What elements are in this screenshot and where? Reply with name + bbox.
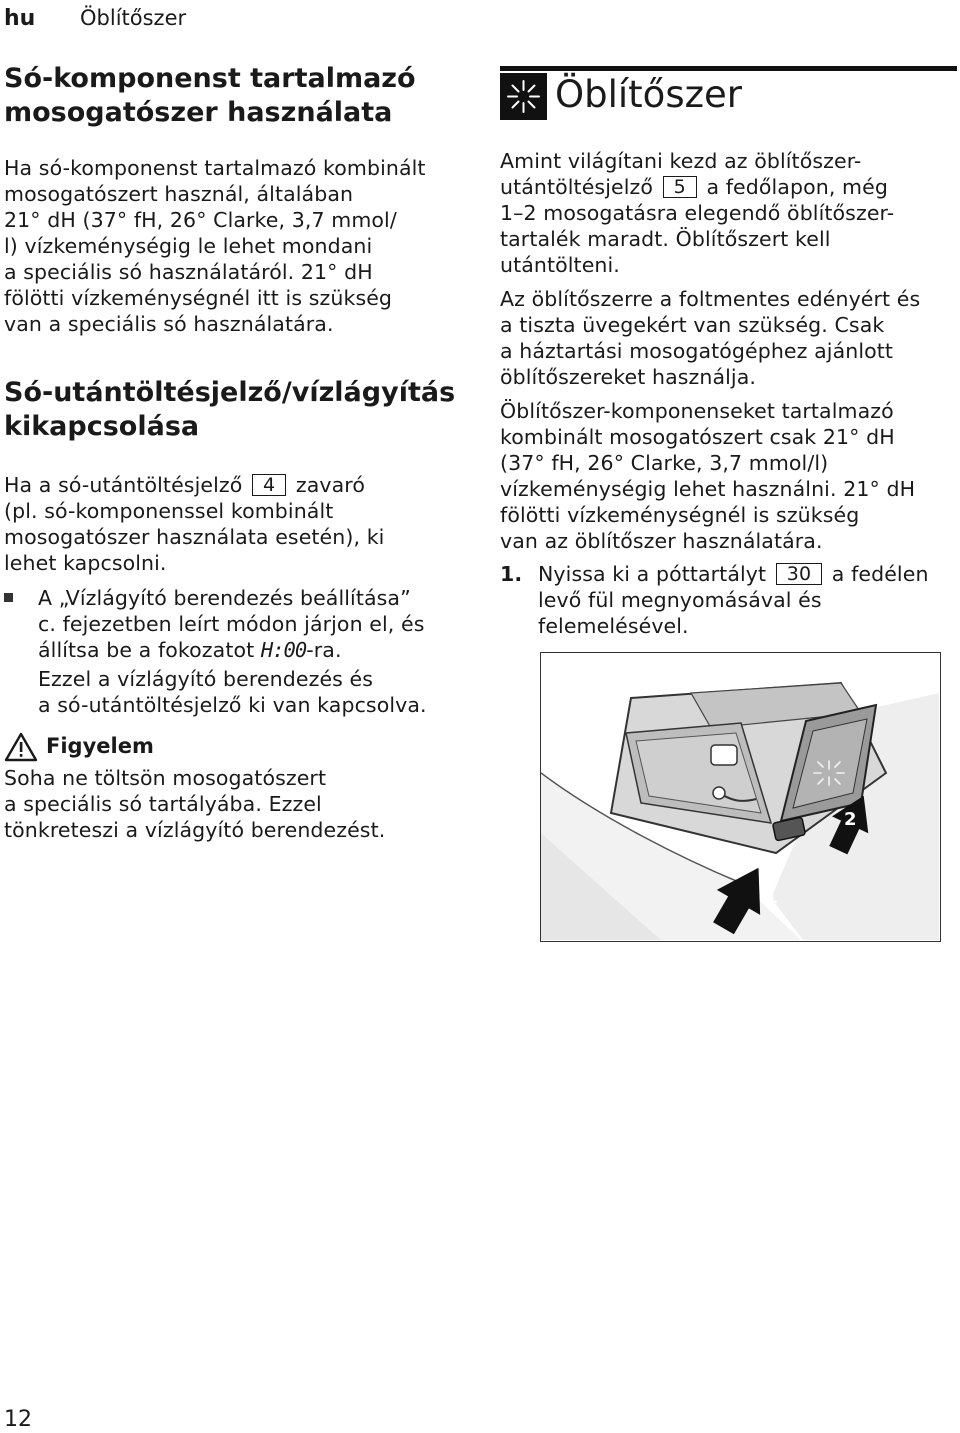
text-line: l) vízkeménységig le lehet mondani [4, 234, 373, 258]
bullet-square-icon [4, 593, 13, 602]
text-line: levő fül megnyomásával és [538, 588, 822, 612]
heading-line: mosogatószer használata [4, 97, 393, 128]
text-line [500, 174, 958, 200]
text-line: c. fejezetben leírt módon járjon el, és [38, 612, 425, 636]
text-line: Soha ne töltsön mosogatószert [4, 766, 327, 790]
text-line: van az öblítőszer használatára. [500, 529, 823, 553]
text-line [38, 637, 484, 663]
text-fragment: a fedőlapon, még [706, 175, 888, 199]
warning-triangle-icon [4, 732, 38, 762]
paragraph-rinse-aid-combined [500, 398, 958, 554]
section-title-rinse-aid: Öblítőszer [555, 73, 742, 116]
warning-title: Figyelem [46, 734, 154, 758]
figure-label-1: 1 [764, 884, 778, 908]
heading-line: Só-komponenst tartalmazó [4, 63, 416, 94]
language-code: hu [4, 6, 36, 31]
text-line: kombinált mosogatószert csak 21° dH [500, 425, 895, 449]
rinse-aid-symbol-icon [500, 73, 547, 120]
text-line: (pl. só-komponenssel kombinált [4, 499, 334, 523]
text-line: (37° fH, 26° Clarke, 3,7 mmol/l) [500, 451, 829, 475]
text-line: lehet kapcsolni. [4, 551, 167, 575]
warning-text [4, 765, 484, 843]
text-line: van a speciális só használatára. [4, 312, 334, 336]
text-line [4, 472, 484, 498]
indicator-box-4: 4 [252, 474, 286, 496]
text-line: Ezzel a vízlágyító berendezés és [38, 667, 374, 691]
paragraph-salt-detergent [4, 155, 484, 337]
result-text [38, 666, 488, 718]
heading-line: kikapcsolása [4, 411, 200, 442]
text-line: mosogatószert használ, általában [4, 182, 354, 206]
text-line: a tiszta üvegekért van szükség. Csak [500, 313, 885, 337]
running-header: Öblítőszer [80, 6, 187, 30]
step-1 [500, 561, 958, 639]
text-fragment: utántöltésjelző [500, 175, 653, 199]
text-line: A „Vízlágyító berendezés beállítása” [38, 586, 411, 610]
text-line [538, 561, 958, 587]
section-heading-indicator-off [4, 376, 484, 444]
text-line: utántölteni. [500, 253, 620, 277]
part-box-30: 30 [776, 563, 822, 585]
text-fragment: a fedélen [831, 562, 929, 586]
text-line: fölötti vízkeménységnél itt is szükség [4, 286, 393, 310]
text-line: 1–2 mosogatásra elegendő öblítőszer- [500, 201, 895, 225]
text-line: vízkeménységig lehet használni. 21° dH [500, 477, 916, 501]
heading-line: Só-utántöltésjelző/vízlágyítás [4, 377, 456, 408]
text-fragment: állítsa be a fokozatot [38, 638, 255, 662]
text-fragment: zavaró [295, 473, 365, 497]
text-line: Amint világítani kezd az öblítőszer- [500, 149, 862, 173]
page-number: 12 [4, 1407, 32, 1432]
text-line: mosogatószer használata esetén), ki [4, 525, 385, 549]
text-line: a só-utántöltésjelző ki van kapcsolva. [38, 693, 427, 717]
text-line: Ha só-komponenst tartalmazó kombinált [4, 156, 426, 180]
text-line: a háztartási mosogatógéphez ajánlott [500, 339, 894, 363]
text-fragment: -ra. [306, 638, 342, 662]
text-line: Az öblítőszerre a foltmentes edényért és [500, 287, 921, 311]
bullet-instruction [4, 585, 484, 663]
text-fragment: Nyissa ki a póttartályt [538, 562, 767, 586]
text-line: tartalék maradt. Öblítőszert kell [500, 227, 831, 251]
text-line: felemelésével. [538, 614, 689, 638]
text-line: öblítőszereket használja. [500, 365, 756, 389]
display-code: H:00 [260, 638, 307, 662]
text-line: fölötti vízkeménységnél is szükség [500, 503, 860, 527]
figure-label-2: 2 [844, 809, 857, 830]
illustration-rinse-aid-dispenser [540, 652, 941, 942]
step-number: 1. [500, 562, 523, 586]
text-line: tönkreteszi a vízlágyító berendezést. [4, 818, 386, 842]
paragraph-rinse-aid-indicator [500, 148, 958, 278]
dispenser-drawing [541, 653, 939, 940]
section-rule [500, 66, 957, 71]
text-fragment: Ha a só-utántöltésjelző [4, 473, 243, 497]
paragraph-rinse-aid-purpose [500, 286, 958, 390]
text-line: a speciális só használatáról. 21° dH [4, 260, 373, 284]
paragraph-indicator-off [4, 472, 484, 576]
text-line: 21° dH (37° fH, 26° Clarke, 3,7 mmol/ [4, 208, 397, 232]
text-line: a speciális só tartályába. Ezzel [4, 792, 322, 816]
text-line: Öblítőszer-komponenseket tartalmazó [500, 399, 894, 423]
section-heading-salt-detergent [4, 62, 484, 130]
indicator-box-5: 5 [663, 176, 697, 198]
